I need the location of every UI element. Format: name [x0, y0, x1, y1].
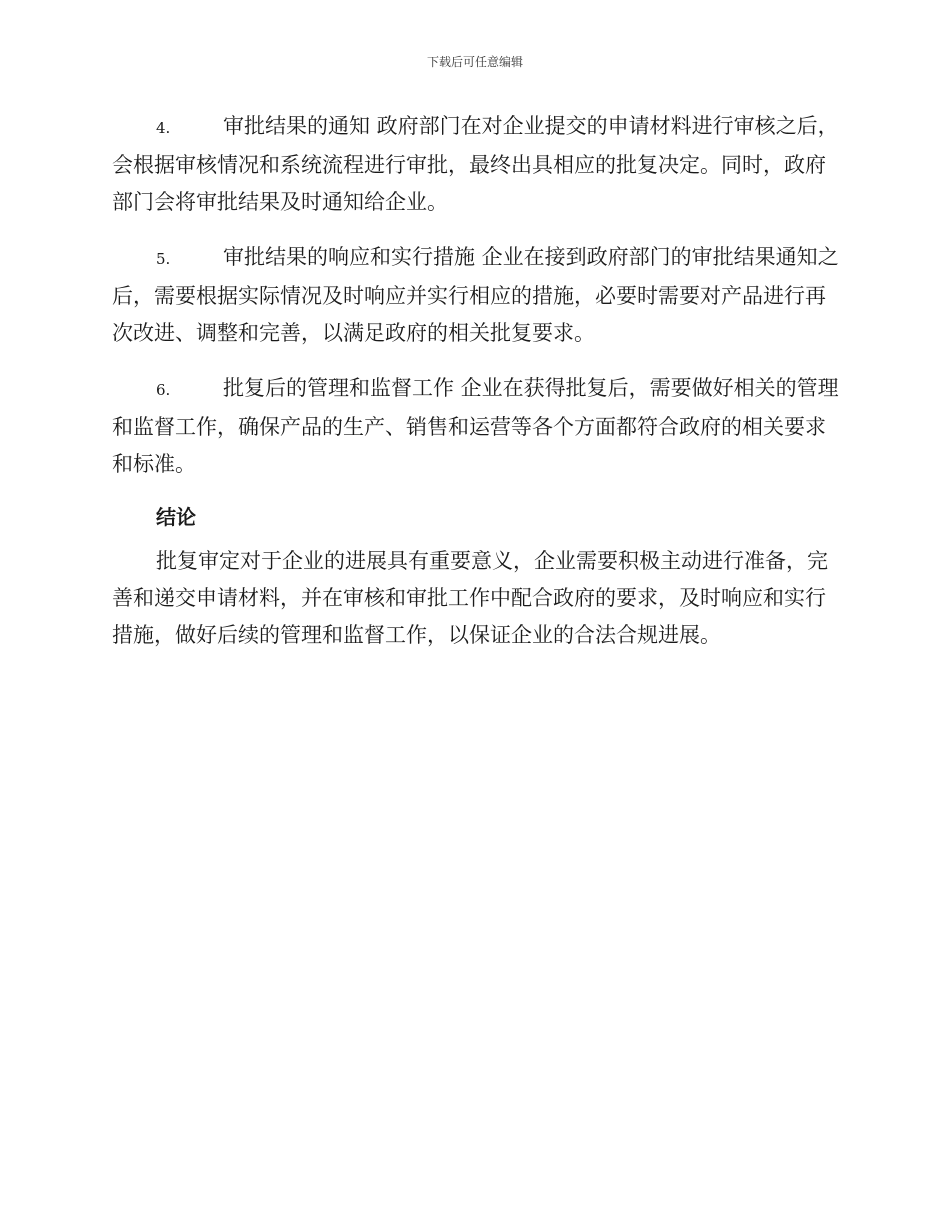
header-note: 下载后可任意编辑 [426, 55, 523, 69]
item-text: 批复后的管理和监督工作 企业在获得批复后，需要做好相关的管理和监督工作，确保产品的生产、销售和运营等各个方面都符合政府的相关要求和标准。 [112, 376, 839, 476]
item-number: 4. [156, 119, 171, 137]
list-item [112, 370, 842, 483]
list-item [112, 108, 842, 221]
item-number: 6. [156, 381, 171, 399]
item-text: 审批结果的响应和实行措施 企业在接到政府部门的审批结果通知之后，需要根据实际情况及时响应并实行相应的措施，必要时需要对产品进行再次改进、调整和完善，以满足政府的相关批复要求。 [112, 245, 839, 345]
item-number: 5. [156, 250, 171, 268]
item-text: 审批结果的通知 政府部门在对企业提交的申请材料进行审核之后，会根据审核情况和系统流程进行审批，最终出具相应的批复决定。同时，政府部门会将审批结果及时通知给企业。 [112, 114, 839, 214]
document-body [112, 108, 842, 654]
conclusion-paragraph: 批复审定对于企业的进展具有重要意义，企业需要积极主动进行准备，完善和递交申请材料，并在审核和审批工作中配合政府的要求，及时响应和实行措施，做好后续的管理和监督工作，以保证企业的合法合规进展。 [112, 549, 828, 647]
conclusion-heading: 结论 [156, 505, 196, 529]
list-item [112, 239, 842, 352]
